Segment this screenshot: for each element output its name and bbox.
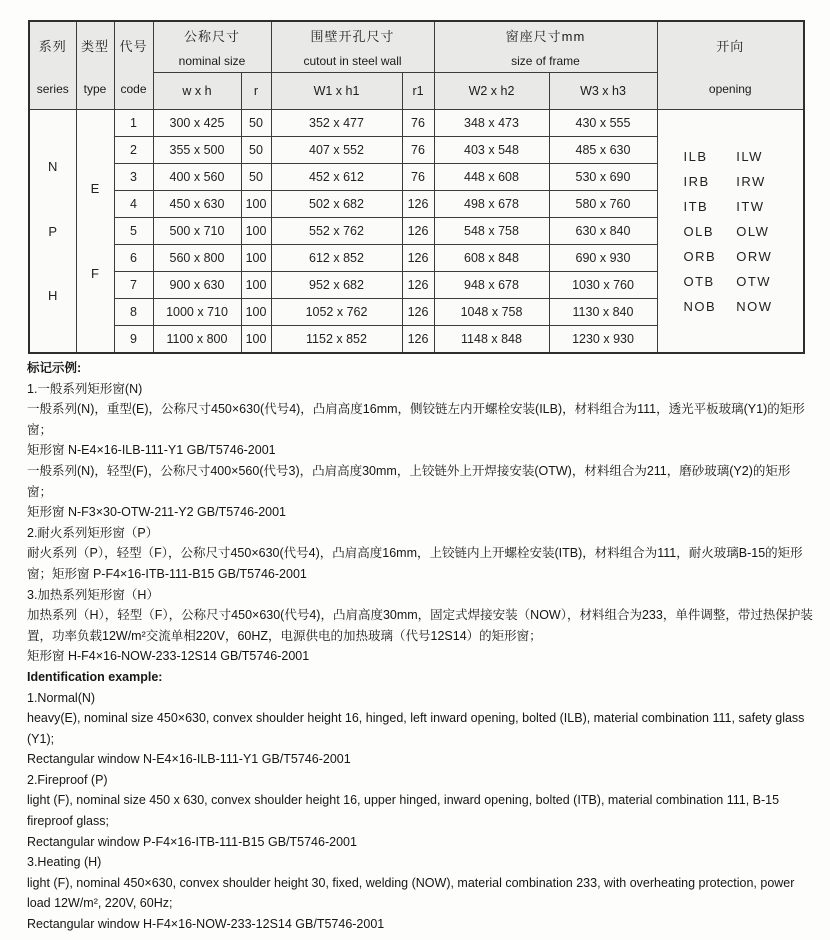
cell-r: 50 <box>241 164 271 191</box>
subheader-w3h3: W3 x h3 <box>549 73 657 110</box>
cell-w2h2: 1148 x 848 <box>434 326 549 354</box>
opening-code: ORB <box>683 248 717 264</box>
header-type-en: type <box>83 81 107 96</box>
cell-w3h3: 690 x 930 <box>549 245 657 272</box>
subheader-w1h1: W1 x h1 <box>271 73 402 110</box>
cell-r1: 126 <box>402 299 434 326</box>
subheader-r: r <box>241 73 271 110</box>
cell-code: 5 <box>114 218 153 245</box>
cell-r1: 126 <box>402 218 434 245</box>
cell-w2h2: 448 x 608 <box>434 164 549 191</box>
spec-table <box>28 20 805 354</box>
header-cutout-en: cutout in steel wall <box>303 53 402 68</box>
header-nominal-zh: 公称尺寸 <box>183 29 240 45</box>
cell-w3h3: 580 x 760 <box>549 191 657 218</box>
cell-w1h1: 552 x 762 <box>271 218 402 245</box>
header-nominal-size <box>153 21 271 73</box>
cell-code: 1 <box>114 110 153 137</box>
cell-r: 100 <box>241 299 271 326</box>
header-series <box>29 21 76 110</box>
cell-w3h3: 485 x 630 <box>549 137 657 164</box>
header-code <box>114 21 153 110</box>
cell-w1h1: 452 x 612 <box>271 164 402 191</box>
cell-r1: 126 <box>402 245 434 272</box>
cell-r1: 126 <box>402 272 434 299</box>
note-line: 一般系列(N)，重型(E)，公称尺寸450×630(代号4)，凸肩高度16mm，侧铰链左内开螺栓安装(ILB)，材料组合为111，透光平板玻璃(Y1)的矩形窗； <box>27 402 805 437</box>
header-cutout <box>271 21 434 73</box>
opening-code: ITB <box>683 198 709 214</box>
cell-wxh: 355 x 500 <box>153 137 241 164</box>
opening-code: ORW <box>736 248 773 264</box>
type-value: F <box>91 266 99 282</box>
cell-w3h3: 630 x 840 <box>549 218 657 245</box>
subheader-r1: r1 <box>402 73 434 110</box>
cell-w3h3: 1230 x 930 <box>549 326 657 354</box>
header-opening-zh: 开向 <box>716 38 745 54</box>
cell-w2h2: 498 x 678 <box>434 191 549 218</box>
header-frame <box>434 21 657 73</box>
cell-wxh: 300 x 425 <box>153 110 241 137</box>
cell-r1: 126 <box>402 191 434 218</box>
header-type <box>76 21 114 110</box>
note-line: 3.加热系列矩形窗（H） <box>27 587 159 602</box>
cell-w1h1: 407 x 552 <box>271 137 402 164</box>
cell-w1h1: 502 x 682 <box>271 191 402 218</box>
opening-code: IRW <box>736 173 766 189</box>
cell-w3h3: 530 x 690 <box>549 164 657 191</box>
header-code-zh: 代号 <box>119 38 148 54</box>
opening-code: OLB <box>683 223 715 239</box>
type-value: E <box>90 180 100 196</box>
cell-r: 100 <box>241 191 271 218</box>
table-row <box>29 110 804 137</box>
notes-title-en: Identification example: <box>27 669 163 684</box>
opening-code: OLW <box>736 223 770 239</box>
header-series-en: series <box>36 81 69 96</box>
cell-w2h2: 348 x 473 <box>434 110 549 137</box>
cell-w2h2: 608 x 848 <box>434 245 549 272</box>
opening-code: ILW <box>736 148 763 164</box>
cell-w2h2: 548 x 758 <box>434 218 549 245</box>
note-line: Rectangular window H-F4×16-NOW-233-12S14 GB/T5746-2001 <box>27 917 385 932</box>
note-line: light (F), nominal size 450 x 630, convex shoulder height 16, upper hinged, inward opening, bolted (ITB), material combination 111, B-15 fireproof glass; <box>27 793 780 829</box>
note-line: 1.Normal(N) <box>27 690 96 705</box>
cell-code: 8 <box>114 299 153 326</box>
opening-code: NOW <box>736 298 773 314</box>
cell-r: 100 <box>241 326 271 354</box>
cell-w3h3: 430 x 555 <box>549 110 657 137</box>
cell-w1h1: 352 x 477 <box>271 110 402 137</box>
header-cutout-zh: 围壁开孔尺寸 <box>310 29 395 45</box>
opening-code: ILB <box>683 148 708 164</box>
note-line: 一般系列(N)，轻型(F)，公称尺寸400×560(代号3)，凸肩高度30mm，上铰链外上开焊接安装(OTW)，材料组合为211，磨砂玻璃(Y2)的矩形窗； <box>27 463 791 499</box>
cell-w1h1: 1152 x 852 <box>271 326 402 354</box>
series-value: N <box>48 159 58 175</box>
cell-r1: 76 <box>402 164 434 191</box>
header-series-zh: 系列 <box>38 38 67 54</box>
cell-w2h2: 948 x 678 <box>434 272 549 299</box>
note-line: 2.耐火系列矩形窗（P） <box>27 525 159 540</box>
cell-w1h1: 1052 x 762 <box>271 299 402 326</box>
note-line: 2.Fireproof (P) <box>27 772 108 787</box>
cell-w2h2: 1048 x 758 <box>434 299 549 326</box>
header-opening <box>657 21 804 110</box>
note-line: Rectangular window P-F4×16-ITB-111-B15 GB/T5746-2001 <box>27 834 357 849</box>
series-value: P <box>48 223 58 239</box>
opening-code: NOB <box>683 298 717 314</box>
cell-r: 50 <box>241 137 271 164</box>
cell-w1h1: 952 x 682 <box>271 272 402 299</box>
note-line: light (F), nominal 450×630, convex shoulder height 30, fixed, welding (NOW), material combination 233, with overheating protection, power load 12W/m², 220V, 60Hz; <box>27 875 795 911</box>
note-line: 耐火系列（P），轻型（F），公称尺寸450×630(代号4)，凸肩高度16mm，上铰链内上开螺栓安装(ITB)，材料组合为111，耐火玻璃B-15的矩形窗；矩形窗 P-F4×16-ITB-111-B15 GB/T5746-2001 <box>27 546 803 581</box>
opening-code: OTW <box>736 273 772 289</box>
note-line: 矩形窗 H-F4×16-NOW-233-12S14 GB/T5746-2001 <box>27 649 310 664</box>
cell-wxh: 500 x 710 <box>153 218 241 245</box>
cell-wxh: 400 x 560 <box>153 164 241 191</box>
cell-code: 3 <box>114 164 153 191</box>
note-line: 矩形窗 N-E4×16-ILB-111-Y1 GB/T5746-2001 <box>27 443 276 458</box>
note-line: 矩形窗 N-F3×30-OTW-211-Y2 GB/T5746-2001 <box>27 505 287 520</box>
opening-code: ITW <box>736 198 765 214</box>
notes-section <box>27 358 813 935</box>
header-type-zh: 类型 <box>80 38 109 54</box>
subheader-wxh: w x h <box>153 73 241 110</box>
header-frame-zh: 窗座尺寸mm <box>505 29 586 45</box>
cell-r1: 126 <box>402 326 434 354</box>
opening-code: IRB <box>683 173 710 189</box>
header-frame-en: size of frame <box>511 53 580 68</box>
header-nominal-en: nominal size <box>178 53 246 68</box>
notes-title-zh: 标记示例: <box>27 361 82 375</box>
cell-w3h3: 1030 x 760 <box>549 272 657 299</box>
cell-w3h3: 1130 x 840 <box>549 299 657 326</box>
cell-wxh: 1100 x 800 <box>153 326 241 354</box>
cell-wxh: 560 x 800 <box>153 245 241 272</box>
note-line: 1.一般系列矩形窗(N) <box>27 381 143 396</box>
cell-r: 100 <box>241 218 271 245</box>
cell-w1h1: 612 x 852 <box>271 245 402 272</box>
subheader-w2h2: W2 x h2 <box>434 73 549 110</box>
series-column <box>29 110 76 354</box>
header-code-en: code <box>120 81 147 96</box>
note-line: 3.Heating (H) <box>27 855 102 870</box>
cell-code: 2 <box>114 137 153 164</box>
series-value: H <box>48 287 58 303</box>
cell-r1: 76 <box>402 110 434 137</box>
note-line: heavy(E), nominal size 450×630, convex shoulder height 16, hinged, left inward opening, bolted (ILB), material combination 111, safety glass (Y1); <box>27 711 805 746</box>
opening-code: OTB <box>683 273 715 289</box>
cell-wxh: 900 x 630 <box>153 272 241 299</box>
note-line: 加热系列（H），轻型（F），公称尺寸450×630(代号4)，凸肩高度30mm，固定式焊接安装（NOW），材料组合为233，单件调整，带过热保护装置，功率负载12W/m²交流单相220V，60HZ，电源供电的加热玻璃（代号12S14）的矩形窗； <box>27 608 813 643</box>
cell-code: 4 <box>114 191 153 218</box>
cell-code: 7 <box>114 272 153 299</box>
cell-r: 100 <box>241 272 271 299</box>
cell-w2h2: 403 x 548 <box>434 137 549 164</box>
cell-wxh: 1000 x 710 <box>153 299 241 326</box>
cell-wxh: 450 x 630 <box>153 191 241 218</box>
type-column <box>76 110 114 354</box>
cell-r: 50 <box>241 110 271 137</box>
opening-column <box>657 110 804 354</box>
header-opening-en: opening <box>708 81 752 96</box>
note-line: Rectangular window N-E4×16-ILB-111-Y1 GB/T5746-2001 <box>27 752 351 767</box>
cell-r1: 76 <box>402 137 434 164</box>
cell-r: 100 <box>241 245 271 272</box>
cell-code: 9 <box>114 326 153 354</box>
cell-code: 6 <box>114 245 153 272</box>
